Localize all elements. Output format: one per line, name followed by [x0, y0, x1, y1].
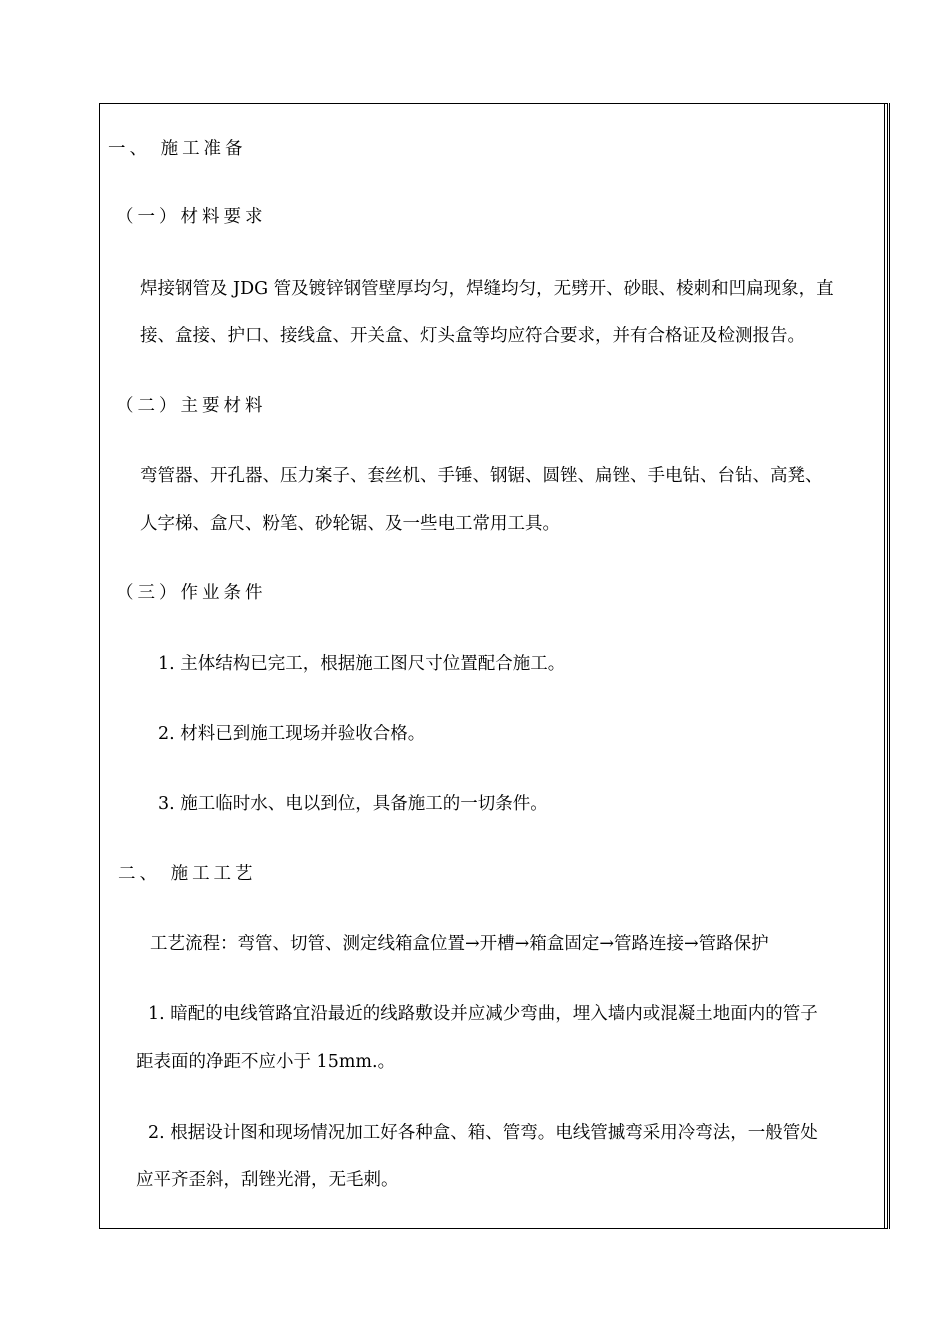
section1-heading: 一、 施工准备 — [108, 139, 247, 159]
frame-double-border — [884, 103, 890, 1229]
process-step2-line2: 应平齐歪斜，刮锉光滑，无毛刺。 — [136, 1170, 399, 1190]
main-materials-line1: 弯管器、开孔器、压力案子、套丝机、手锤、钢锯、圆锉、扁锉、手电钻、台钻、高凳、 — [140, 466, 823, 486]
main-materials-line2: 人字梯、盒尺、粉笔、砂轮锯、及一些电工常用工具。 — [140, 514, 560, 534]
process-flow: 工艺流程：弯管、切管、测定线箱盒位置→开槽→箱盒固定→管路连接→管路保护 — [150, 934, 769, 954]
work-conditions-heading: （三）作业条件 — [116, 583, 267, 603]
work-conditions-item2: 2. 材料已到施工现场并验收合格。 — [158, 724, 426, 744]
process-step1-line2: 距表面的净距不应小于 15mm.。 — [136, 1052, 396, 1072]
work-conditions-item1: 1. 主体结构已完工，根据施工图尺寸位置配合施工。 — [158, 654, 566, 674]
section2-heading: 二、 施工工艺 — [118, 864, 257, 884]
work-conditions-item3: 3. 施工临时水、电以到位，具备施工的一切条件。 — [158, 794, 548, 814]
process-step1-line1: 1. 暗配的电线管路宜沿最近的线路敷设并应减少弯曲，埋入墙内或混凝土地面内的管子 — [148, 1004, 818, 1024]
materials-requirements-line1: 焊接钢管及 JDG 管及镀锌钢管壁厚均匀，焊缝均匀，无劈开、砂眼、棱刺和凹扁现象，直 — [140, 279, 834, 299]
materials-requirements-heading: （一）材料要求 — [116, 207, 267, 227]
materials-requirements-line2: 接、盒接、护口、接线盒、开关盒、灯头盒等均应符合要求，并有合格证及检测报告。 — [140, 326, 805, 346]
main-materials-heading: （二）主要材料 — [116, 396, 267, 416]
process-step2-line1: 2. 根据设计图和现场情况加工好各种盒、箱、管弯。电线管摵弯采用冷弯法，一般管处 — [148, 1123, 818, 1143]
